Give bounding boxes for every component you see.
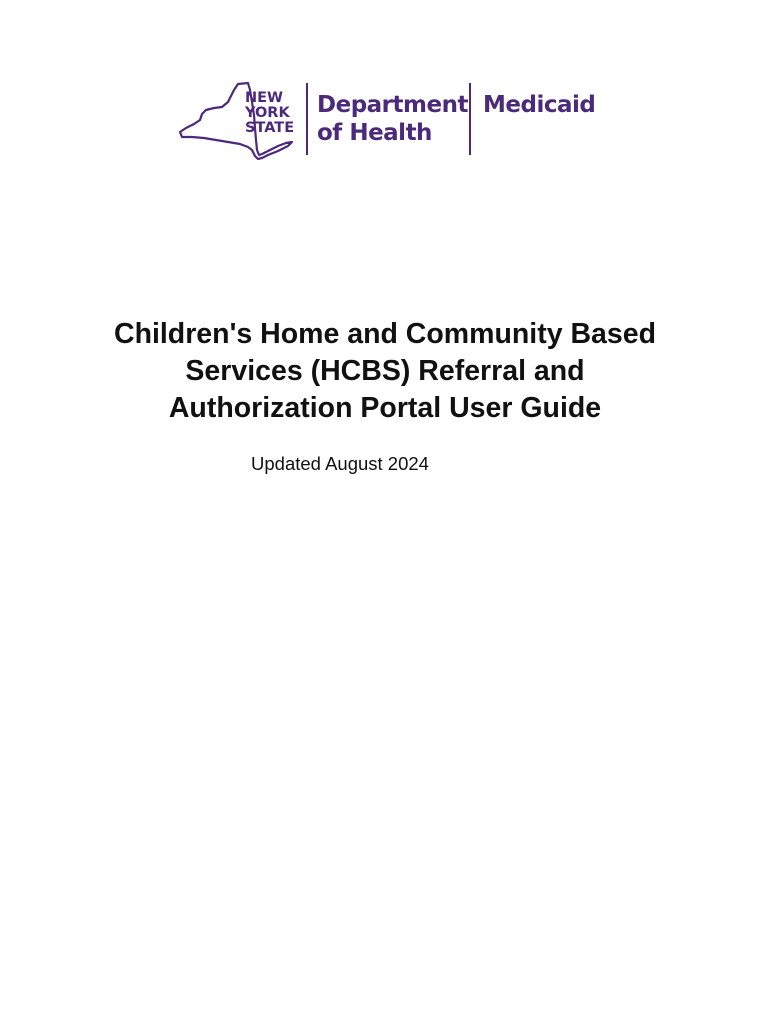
title-line-2: Services (HCBS) Referral and — [185, 355, 585, 387]
title-line-1: Children's Home and Community Based — [113, 318, 657, 350]
logo-divider — [469, 83, 471, 155]
medicaid-wordmark: Medicaid — [483, 92, 596, 118]
state-line-2: YORK — [245, 105, 290, 121]
department-line-1: Department — [317, 92, 468, 118]
document-title — [40, 316, 730, 427]
logo-divider — [306, 83, 308, 155]
title-line-3: Authorization Portal User Guide — [168, 392, 602, 424]
state-line-3: STATE — [245, 120, 295, 136]
department-line-2: of Health — [317, 120, 432, 146]
nys-doh-medicaid-logo — [178, 80, 598, 160]
new-york-state-wordmark — [245, 91, 294, 136]
department-of-health-wordmark — [317, 91, 468, 147]
state-line-1: NEW — [245, 90, 284, 106]
updated-date: Updated August 2024 — [251, 453, 429, 474]
